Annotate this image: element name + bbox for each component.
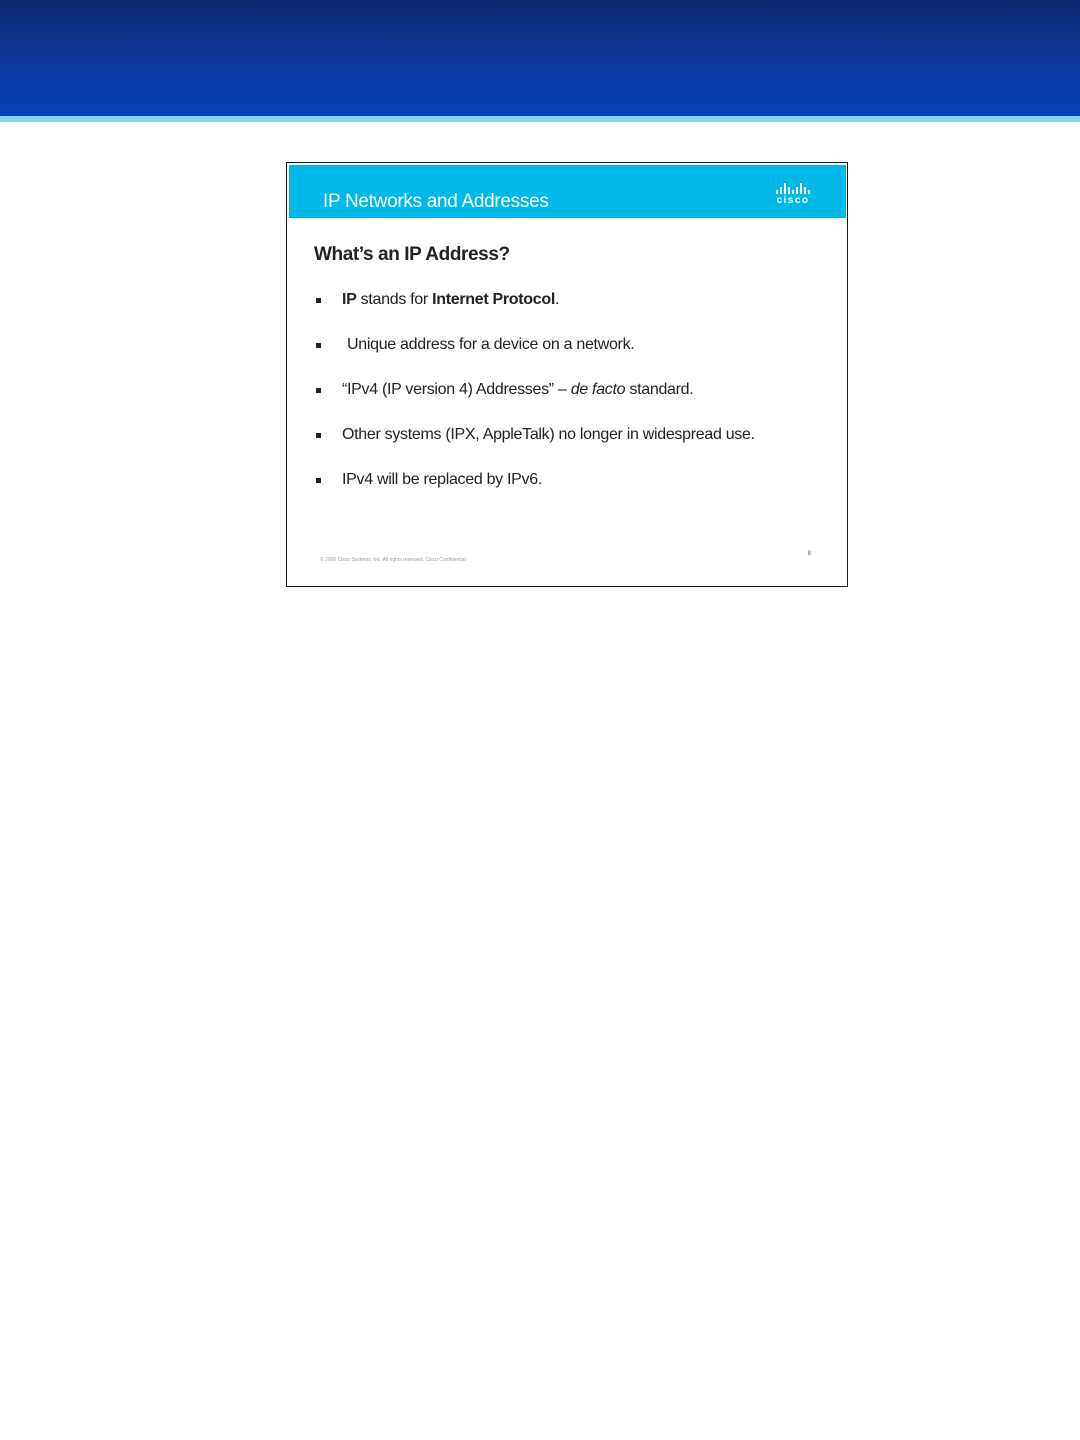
- slide-thumbnail: [286, 162, 848, 587]
- bullet-text: “IPv4 (IP version 4) Addresses” – de facto standard.: [342, 381, 694, 398]
- bullet-item: [314, 471, 834, 516]
- bullet-text: Unique address for a device on a network.: [347, 336, 635, 353]
- cisco-logo-icon: [768, 182, 818, 208]
- slide-subtitle: What’s an IP Address?: [314, 244, 510, 265]
- bullet-item: [314, 381, 834, 426]
- slide-header: [289, 165, 846, 218]
- cisco-bars-icon: [768, 182, 818, 194]
- bullet-text: Other systems (IPX, AppleTalk) no longer in widespread use.: [342, 426, 755, 443]
- bullet-square-icon: [316, 388, 321, 393]
- cisco-wordmark: cisco: [776, 195, 810, 206]
- bullet-square-icon: [316, 343, 321, 348]
- slide-footer: © 2006 Cisco Systems, Inc. All rights reserved. Cisco Confidential: [320, 557, 466, 563]
- bullet-square-icon: [316, 433, 321, 438]
- bullet-square-icon: [316, 478, 321, 483]
- top-banner: [0, 0, 1080, 116]
- bullet-text: IP stands for Internet Protocol.: [342, 291, 560, 308]
- bullet-item: [314, 336, 834, 381]
- slide-page-number: 8: [807, 551, 811, 557]
- bullet-item: [314, 426, 834, 471]
- bullet-item: [314, 291, 834, 336]
- bullet-text: IPv4 will be replaced by IPv6.: [342, 471, 542, 488]
- slide-title: IP Networks and Addresses: [323, 191, 549, 212]
- bullet-list: [314, 291, 834, 516]
- bullet-square-icon: [316, 298, 321, 303]
- banner-stripe: [0, 116, 1080, 122]
